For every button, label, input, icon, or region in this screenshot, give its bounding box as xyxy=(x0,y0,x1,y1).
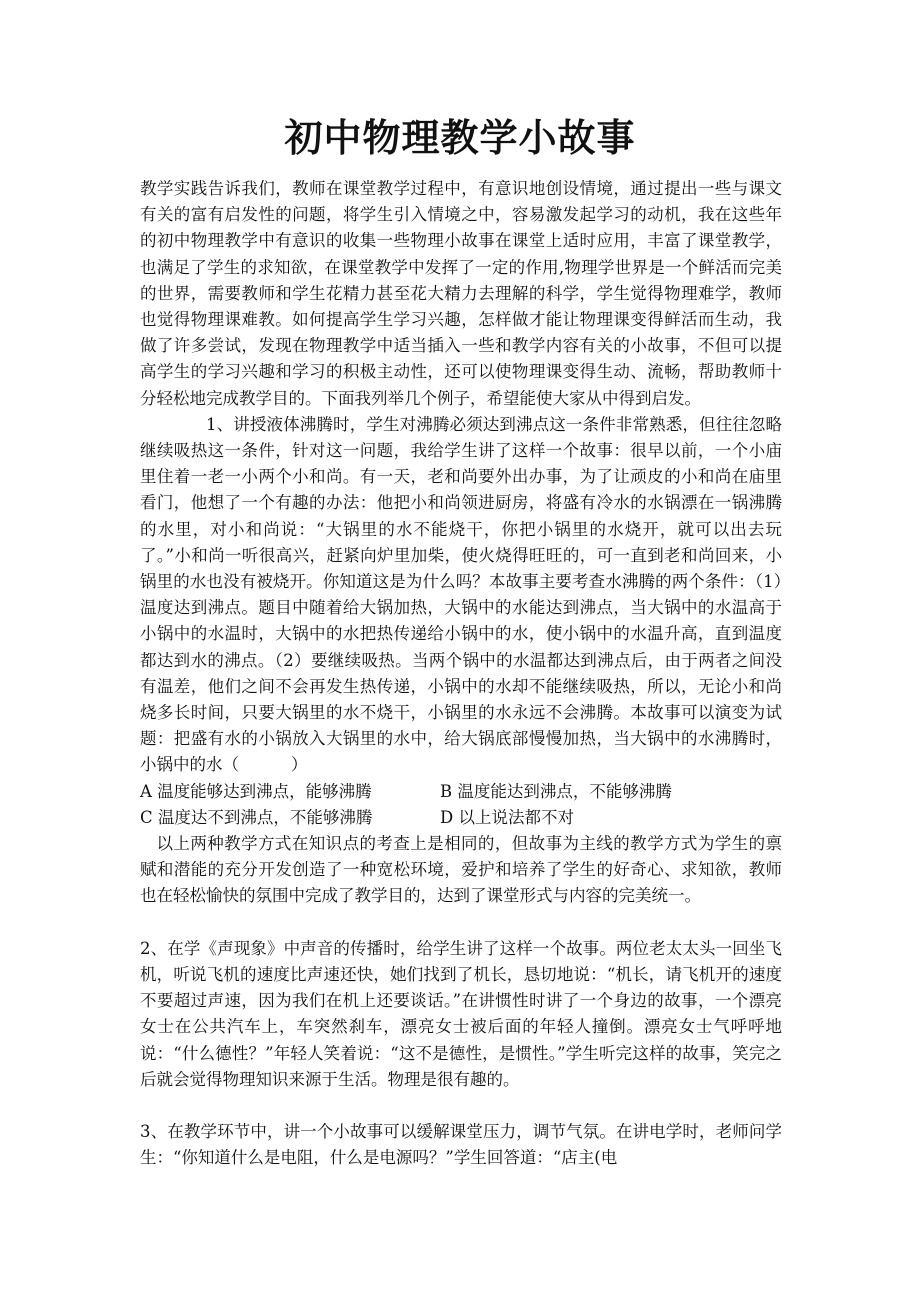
options-row-2 xyxy=(140,805,782,831)
document-body xyxy=(140,176,782,1171)
options-row-1 xyxy=(140,779,782,805)
option-b: B 温度能达到沸点，不能够沸腾 xyxy=(440,781,672,801)
option-c: C 温度达不到沸点，不能够沸腾 xyxy=(140,807,373,827)
story-1-text: 1、讲授液体沸腾时，学生对沸腾必须达到沸点这一条件非常熟悉，但往往忽略继续吸热这一条件，针对这一问题，我给学生讲了这样一个故事：很早以前，一个小庙里住着一老一小两个小和尚。有一天，老和尚要外出办事，为了让顽皮的小和尚在庙里看门，他想了一个有趣的办法：他把小和尚领进厨房，将盛有冷水的水锅漂在一锅沸腾的水里，对小和尚说：“大锅里的水不能烧干，你把小锅里的水烧开，就可以出去玩了。”小和尚一听很高兴，赶紧向炉里加柴，使火烧得旺旺的，可一直到老和尚回来，小锅里的水也没有被烧开。你知道这是为什么吗？本故事主要考查水沸腾的两个条件：（1）温度达到沸点。题目中随着给大锅加热，大锅中的水能达到沸点，当大锅中的水温高于小锅中的水温时，大锅中的水把热传递给小锅中的水，使小锅中的水温升高，直到温度都达到水的沸点。（2）要继续吸热。当两个锅中的水温都达到沸点后，由于两者之间没有温差，他们之间不会再发生热传递，小锅中的水却不能继续吸热，所以，无论小和尚烧多长时间，只要大锅里的水不烧干，小锅里的水永远不会沸腾。本故事可以演变为试题：把盛有水的小锅放入大锅里的水中，给大锅底部慢慢加热，当大锅中的水沸腾时，小锅中的水（ xyxy=(140,414,782,775)
story-1-paragraph xyxy=(140,412,782,779)
story-3-paragraph: 3、在教学环节中，讲一个小故事可以缓解课堂压力，调节气氛。在讲电学时，老师问学生：“你知道什么是电阻，什么是电源吗？”学生回答道：“店主(电 xyxy=(140,1121,782,1168)
story-2-paragraph: 2、在学《声现象》中声音的传播时，给学生讲了这样一个故事。两位老太太头一回坐飞机，听说飞机的速度比声速还快，她们找到了机长，恳切地说：“机长，请飞机开的速度不要超过声速，因为我们在机上还要谈话。”在讲惯性时讲了一个身边的故事，一个漂亮女士在公共汽车上，车突然刹车，漂亮女士被后面的年轻人撞倒。漂亮女士气呼呼地说：“什么德性？”年轻人笑着说：“这不是德性，是惯性。”学生听完这样的故事，笑完之后就会觉得物理知识来源于生活。物理是很有趣的。 xyxy=(140,938,782,1089)
intro-paragraph: 教学实践告诉我们，教师在课堂教学过程中，有意识地创设情境，通过提出一些与课文有关的富有启发性的问题，将学生引入情境之中，容易激发起学习的动机，我在这些年的初中物理教学中有意识的收集一些物理小故事在课堂上适时应用，丰富了课堂教学，也满足了学生的求知欲，在课堂教学中发挥了一定的作用,物理学世界是一个鲜活而完美的世界，需要教师和学生花精力甚至花大精力去理解的科学，学生觉得物理难学，教师也觉得物理课难教。如何提高学生学习兴趣，怎样做才能让物理课变得鲜活而生动，我做了许多尝试，发现在物理教学中适当插入一些和教学内容有关的小故事，不但可以提高学生的学习兴趣和学习的积极主动性，还可以使物理课变得生动、流畅，帮助教师十分轻松地完成教学目的。下面我列举几个例子，希望能使大家从中得到启发。 xyxy=(140,179,782,408)
paragraph-gap xyxy=(140,1093,782,1119)
document-title: 初中物理教学小故事 xyxy=(284,115,636,160)
paragraph-gap xyxy=(140,910,782,936)
summary-paragraph: 以上两种教学方式在知识点的考查上是相同的，但故事为主线的教学方式为学生的禀赋和潜能的充分开发创造了一种宽松环境，爱护和培养了学生的好奇心、求知欲，教师也在轻松愉快的氛围中完成了教学目的，达到了课堂形式与内容的完美统一。 xyxy=(140,834,782,906)
option-d: D 以上说法都不对 xyxy=(440,807,574,827)
option-a: A 温度能够达到沸点，能够沸腾 xyxy=(140,781,372,801)
story-1-bracket-close: ） xyxy=(291,755,308,775)
